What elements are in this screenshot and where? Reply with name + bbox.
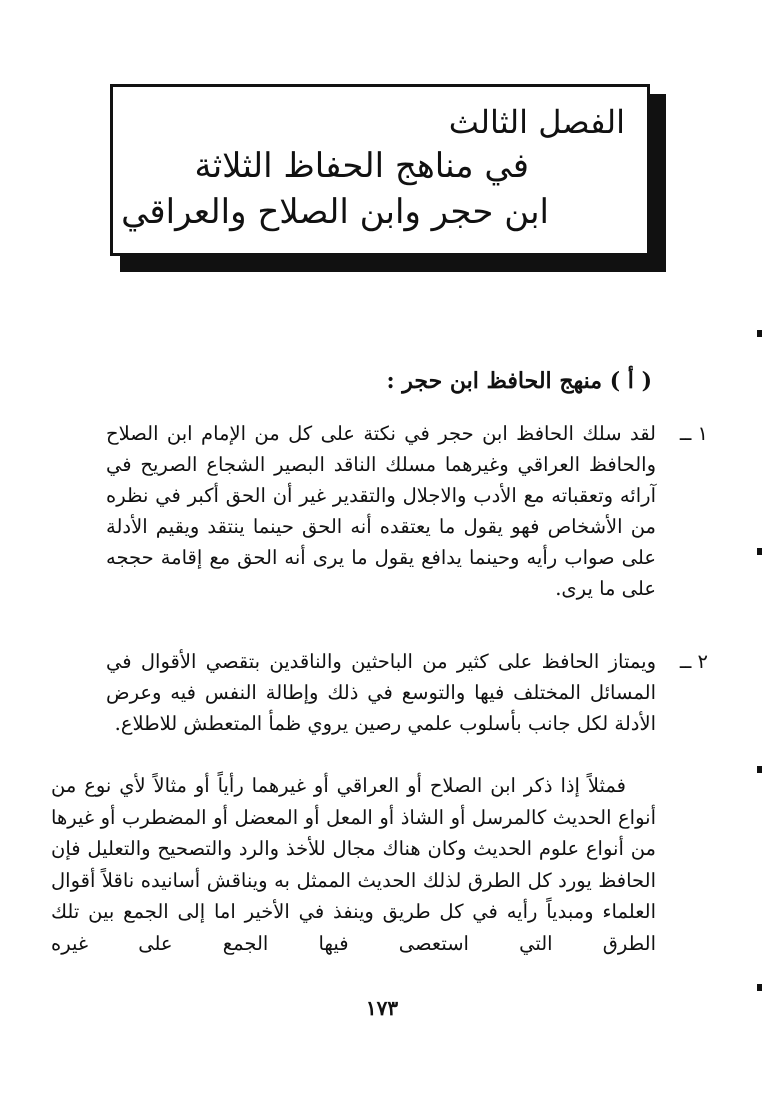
section-heading: ( أ ) منهج الحافظ ابن حجر : [386,368,652,394]
chapter-subtitle-line2: ابن حجر وابن الصلاح والعراقي [121,192,549,233]
list-item [106,418,708,604]
item-text: لقد سلك الحافظ ابن حجر في نكتة على كل من الإمام ابن الصلاح والحافظ العراقي وغيرهما مسلك الناقد البصير الشجاع الصريح في آرائه وتعقباته مع الأدب والاجلال والتقدير غير أن الحق أكبر في نظره من الأشخاص فهو يقول ما يعتقده أنه الحق حينما ينتقد ويقيم الأدلة على صواب رأيه وحينما يدافع يقول ما يرى أنه الحق مع إقامة حججه على ما يرى. [106,422,656,600]
chapter-title-box [110,84,650,256]
page-number: ١٧٣ [365,996,399,1020]
chapter-heading: الفصل الثالث [448,103,625,141]
scan-edge-mark [757,548,762,555]
item-number: ٢ ــ [679,650,708,673]
scan-edge-mark [757,330,762,337]
item-text: ويمتاز الحافظ على كثير من الباحثين والناقدين بتقصي الأقوال في المسائل المختلف فيها والتوسع في ذلك وإطالة النفس فيه وعرض الأدلة لكل جانب بأسلوب علمي رصين يروي ظمأ المتعطش للاطلاع. [106,650,656,735]
body-paragraph: فمثلاً إذا ذكر ابن الصلاح أو العراقي أو غيرهما رأياً أو مثالاً لأي نوع من أنواع الحديث كالمرسل أو الشاذ أو المعل أو المعضل أو المضطرب أو غيرها من أنواع علوم الحديث وكان هناك مجال للأخذ والرد والتصحيح والتعليل فإن الحافظ يورد كل الطرق لذلك الحديث الممثل به ويناقش أسانيده ناقلاً أقوال العلماء ومبدياً رأيه في كل طريق وينفذ في الأخير اما إلى الجمع بين تلك الطرق التي استعصى فيها الجمع على غيره [51,774,656,955]
scan-edge-mark [757,984,762,991]
list-item [106,646,708,739]
item-number: ١ ــ [679,422,708,445]
scan-edge-mark [757,766,762,773]
chapter-subtitle-line1: في مناهج الحفاظ الثلاثة [194,146,529,187]
